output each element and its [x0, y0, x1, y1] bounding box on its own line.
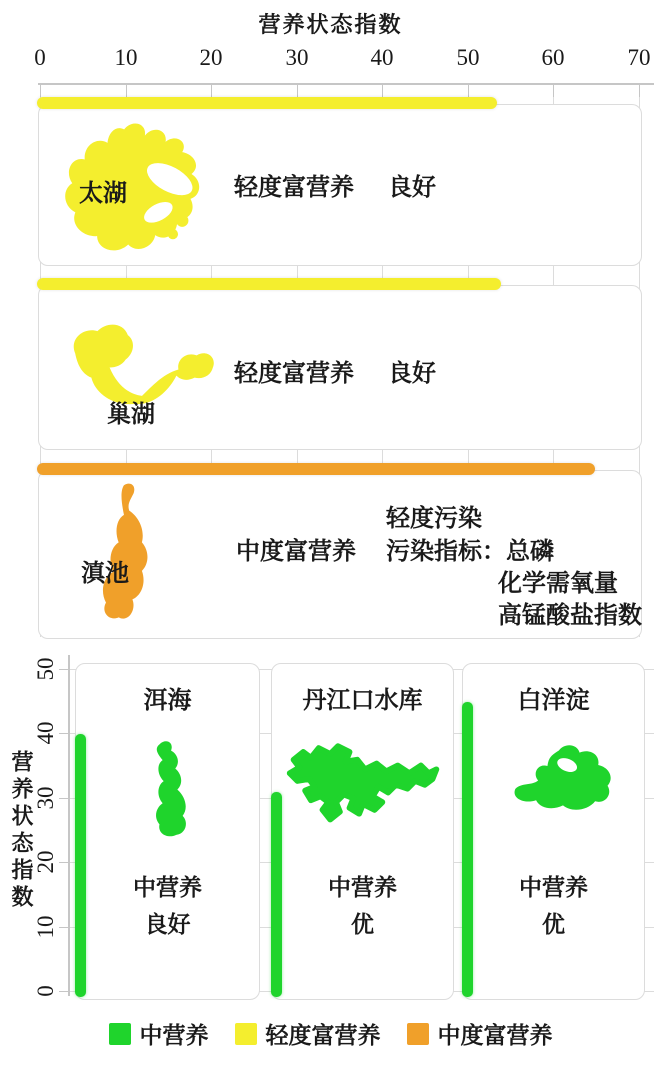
moderate-eutrophic-swatch-icon	[407, 1023, 429, 1045]
chaohu-annotation	[234, 353, 436, 388]
danjiangkou-lake-shape	[282, 728, 446, 830]
y-tick-label: 40	[33, 721, 58, 745]
erhai-lake-shape	[142, 738, 198, 838]
bar-taihu	[37, 97, 497, 109]
x-tick-label: 50	[456, 45, 480, 70]
x-tick-mark	[211, 84, 212, 97]
x-tick-label: 10	[114, 45, 138, 70]
top-axis-title: 营养状态指数	[258, 12, 403, 37]
y-tick-label: 0	[33, 985, 58, 997]
danjiangkou-label: 丹江口水库	[302, 688, 423, 714]
taihu-quality: 良好	[388, 175, 436, 201]
taihu-annotation	[234, 167, 436, 202]
taihu-status: 轻度富营养	[234, 175, 354, 201]
baiyangdian-status: 中营养	[519, 875, 588, 900]
danjiangkou-status: 中营养	[328, 875, 397, 900]
x-tick-mark	[297, 84, 298, 97]
baiyangdian-label: 白洋淀	[517, 688, 590, 714]
dianchi-indicator-cod: 化学需氧量	[498, 571, 618, 597]
panel-dianchi	[38, 470, 642, 639]
baiyangdian-quality: 优	[542, 912, 565, 937]
x-tick-mark	[553, 84, 554, 97]
bar-danjiangkou	[271, 792, 282, 997]
bar-chaohu	[37, 278, 501, 290]
danjiangkou-quality: 优	[351, 912, 374, 937]
dianchi-status: 中度富营养	[236, 539, 356, 565]
legend-label: 中度富营养	[437, 1023, 553, 1048]
chaohu-label: 巢湖	[107, 402, 155, 428]
x-tick-mark	[468, 84, 469, 97]
chaohu-quality: 良好	[388, 361, 436, 387]
legend-item-moderate-eutrophic	[407, 1017, 553, 1050]
dianchi-pollution-level: 轻度污染	[386, 506, 482, 532]
x-tick-mark	[126, 84, 127, 97]
legend-label: 中营养	[139, 1023, 209, 1048]
chaohu-status: 轻度富营养	[234, 361, 354, 387]
y-axis-label: 营养状态指数	[9, 750, 34, 912]
bar-dianchi	[37, 463, 595, 475]
x-tick-label: 0	[34, 45, 46, 70]
bottom-axis-line	[68, 655, 70, 996]
y-tick-label: 10	[33, 915, 58, 939]
x-tick-label: 30	[285, 45, 309, 70]
y-tick-label: 50	[33, 657, 58, 681]
panel-erhai	[75, 663, 260, 1000]
bar-erhai	[75, 734, 86, 997]
mesotrophic-swatch-icon	[109, 1023, 131, 1045]
erhai-status: 中营养	[133, 875, 202, 900]
panel-danjiangkou	[271, 663, 454, 1000]
x-tick-label: 60	[541, 45, 565, 70]
x-tick-label: 40	[370, 45, 394, 70]
legend-label: 轻度富营养	[265, 1023, 381, 1048]
y-tick-label: 20	[33, 850, 58, 874]
dianchi-indicator-permanganate: 高锰酸盐指数	[498, 603, 642, 629]
light-eutrophic-swatch-icon	[235, 1023, 257, 1045]
x-tick-mark	[382, 84, 383, 97]
panel-chaohu	[38, 285, 642, 450]
legend	[0, 1017, 661, 1050]
top-axis-line	[38, 83, 654, 85]
legend-item-mesotrophic	[109, 1017, 209, 1050]
dianchi-label: 滇池	[81, 561, 129, 587]
taihu-label: 太湖	[79, 181, 127, 207]
dianchi-pollution-line: 污染指标：总磷	[386, 539, 554, 565]
baiyangdian-lake-shape	[505, 740, 621, 818]
erhai-quality: 良好	[144, 912, 191, 937]
legend-item-light-eutrophic	[235, 1017, 381, 1050]
panel-baiyangdian	[462, 663, 645, 1000]
panel-taihu	[38, 104, 642, 266]
erhai-label: 洱海	[143, 688, 192, 714]
x-tick-label: 70	[627, 45, 651, 70]
x-tick-mark	[40, 84, 41, 97]
x-tick-label: 20	[199, 45, 223, 70]
bar-baiyangdian	[462, 702, 473, 997]
y-tick-label: 30	[33, 786, 58, 810]
x-tick-mark	[639, 84, 640, 97]
